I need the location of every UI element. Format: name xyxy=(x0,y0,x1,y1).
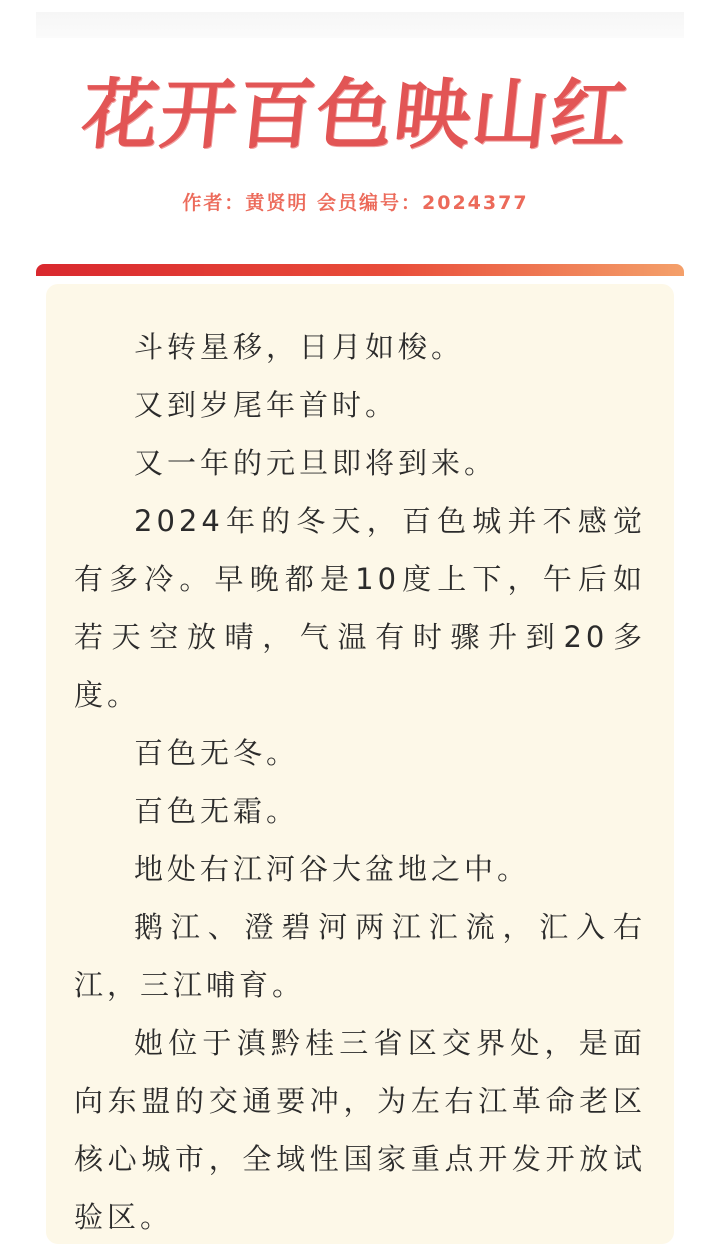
author-byline: 作者：黄贤明 会员编号：2024377 xyxy=(182,192,529,214)
top-strip xyxy=(36,12,684,38)
article-title: 花开百色映山红 xyxy=(77,70,634,159)
paragraph: 鹅江、澄碧河两江汇流，汇入右江，三江哺育。 xyxy=(74,910,646,1002)
paragraph: 她位于滇黔桂三省区交界处，是面向东盟的交通要冲，为左右江革命老区核心城市，全域性国家重点开发开放试验区。 xyxy=(74,1026,646,1234)
header-divider xyxy=(36,264,684,276)
paragraph: 斗转星移，日月如梭。 xyxy=(134,330,465,364)
paragraph: 百色无霜。 xyxy=(134,794,300,828)
paragraph: 地处右江河谷大盆地之中。 xyxy=(134,852,531,886)
article-body xyxy=(74,318,646,1246)
paragraph: 百色无冬。 xyxy=(134,736,300,770)
paragraph: 2024年的冬天，百色城并不感觉有多冷。早晚都是10度上下，午后如若天空放晴，气温有时骤升到20多度。 xyxy=(74,504,646,712)
paragraph: 又一年的元旦即将到来。 xyxy=(134,446,498,480)
paragraph: 又到岁尾年首时。 xyxy=(134,388,399,422)
